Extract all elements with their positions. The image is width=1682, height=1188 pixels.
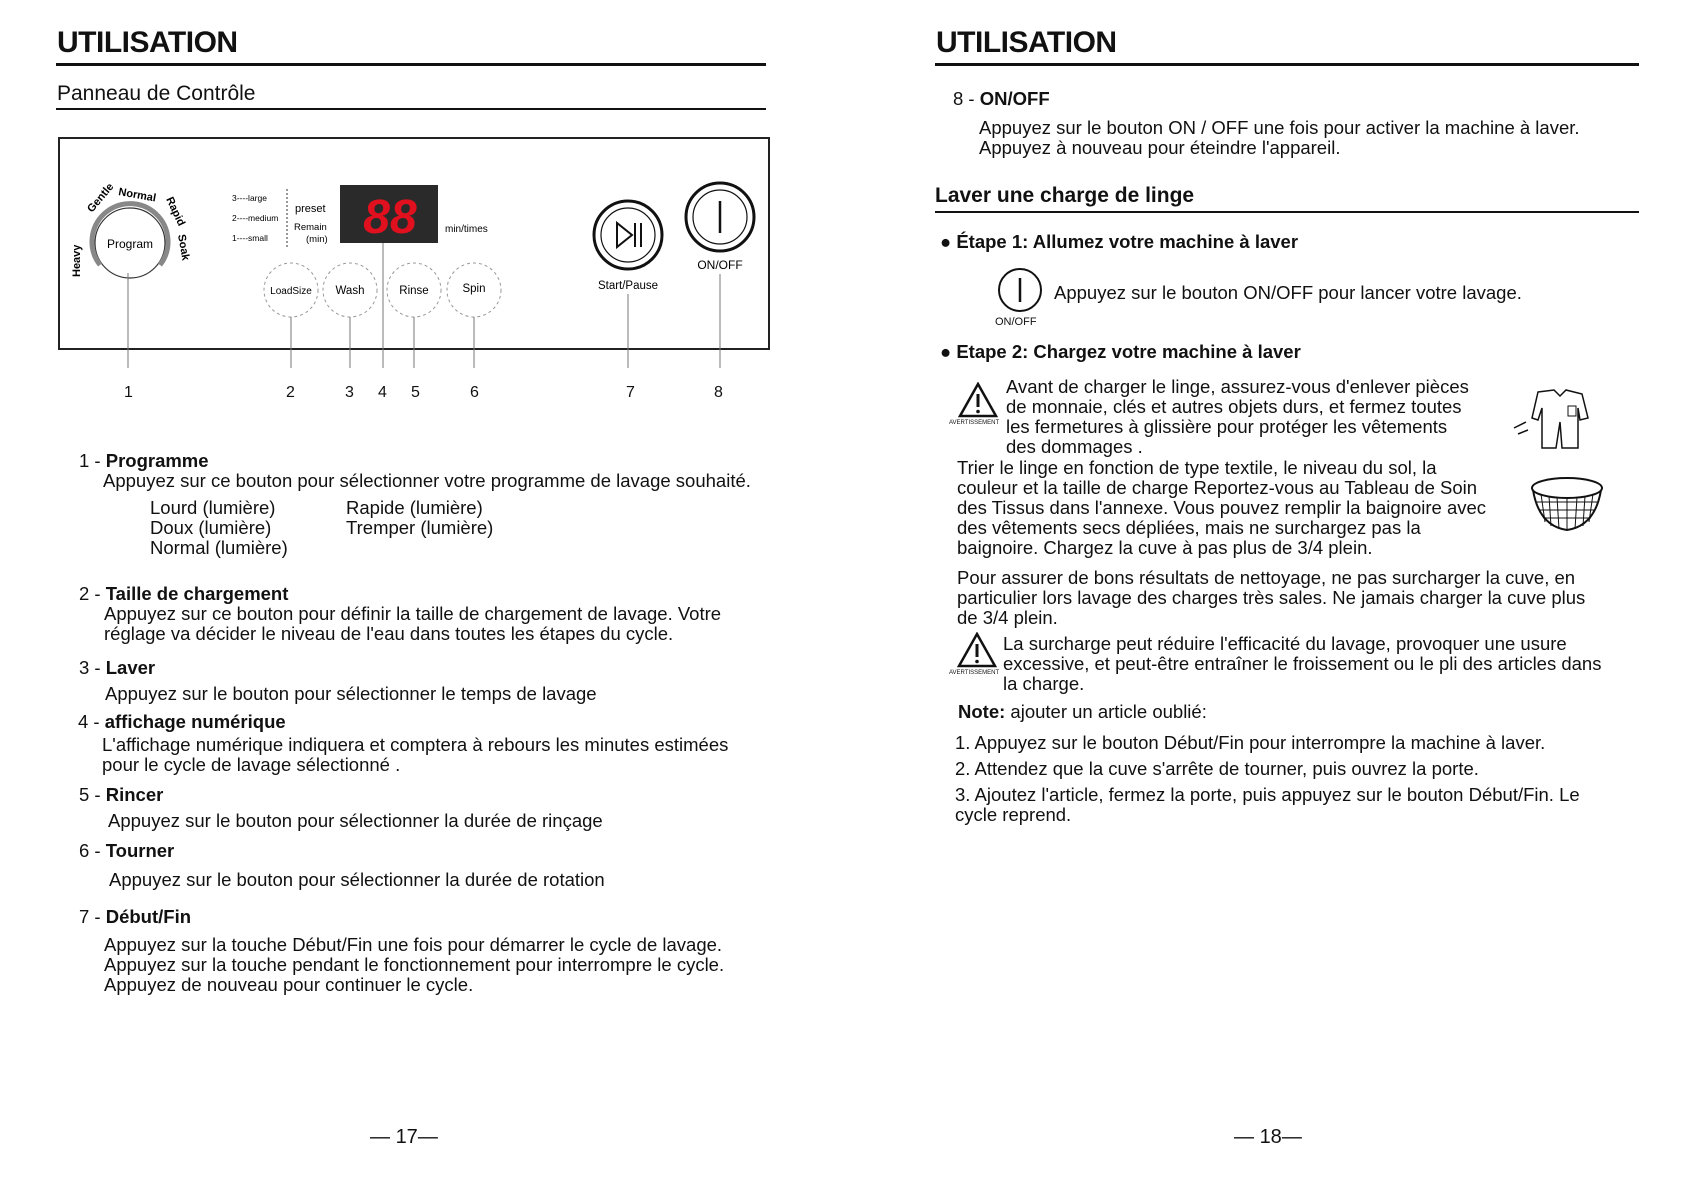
warn-1-line-4: des dommages . xyxy=(1006,436,1143,457)
item-7-heading: 7 - Début/Fin xyxy=(79,906,192,927)
warn-2-line-2: excessive, et peut-être entraîner le froissement ou le pli des articles dans xyxy=(1003,653,1602,674)
step-list-2: 2. Attendez que la cuve s'arrête de tourner, puis ouvrez la porte. xyxy=(955,758,1479,779)
item-2-text-2: réglage va décider le niveau de l'eau dans toutes les étapes du cycle. xyxy=(104,623,674,644)
dial-gentle: Gentle xyxy=(85,180,117,215)
item-6-text: Appuyez sur le bouton pour sélectionner la durée de rotation xyxy=(109,869,605,890)
spin-label: Spin xyxy=(462,283,486,295)
warning-label-1: AVERTISSEMENT xyxy=(949,420,1000,426)
item-7-text-2: Appuyez sur la touche pendant le fonctionnement pour interrompre le cycle. xyxy=(104,954,725,975)
callout-2: 2 xyxy=(286,384,295,401)
warn-2-line-1: La surcharge peut réduire l'efficacité du lavage, provoquer une usure xyxy=(1003,633,1567,654)
warn-1-line-3: les fermetures à glissière pour protéger les vêtements xyxy=(1006,416,1448,437)
section-heading: Laver une charge de linge xyxy=(935,184,1195,207)
step-2-heading: ● Etape 2: Chargez votre machine à laver xyxy=(940,341,1301,362)
callout-7: 7 xyxy=(626,384,635,401)
wash-label: Wash xyxy=(335,285,365,297)
item-6-heading: 6 - Tourner xyxy=(79,840,175,861)
sort-line-4: des vêtements secs dépliées, mais ne surchargez pas la xyxy=(957,517,1421,538)
min-label: (min) xyxy=(306,234,328,245)
item-4-text-1: L'affichage numérique indiquera et comptera à rebours les minutes estimées xyxy=(102,734,729,755)
assure-line-1: Pour assurer de bons résultats de nettoyage, ne pas surcharger la cuve, en xyxy=(957,567,1576,588)
onoff-label: ON/OFF xyxy=(697,258,743,272)
assure-line-2: particulier lors lavage des charges très sales. Ne jamais charger la cuve plus xyxy=(957,587,1586,608)
item-5-heading: 5 - Rincer xyxy=(79,784,164,805)
item-7-text-3: Appuyez de nouveau pour continuer le cycle. xyxy=(104,974,474,995)
warn-1-line-1: Avant de charger le linge, assurez-vous d'enlever pièces xyxy=(1006,376,1469,397)
item-8-text-1: Appuyez sur le bouton ON / OFF une fois pour activer la machine à laver. xyxy=(979,117,1580,138)
callout-6: 6 xyxy=(470,384,479,401)
title-rule xyxy=(56,63,766,66)
section-subtitle: Panneau de Contrôle xyxy=(57,82,256,105)
step-list-1: 1. Appuyez sur le bouton Début/Fin pour interrompre la machine à laver. xyxy=(955,732,1546,753)
program-normal: Normal (lumière) xyxy=(150,537,288,558)
load-medium: 2----medium xyxy=(232,213,279,223)
program-dial xyxy=(71,181,192,278)
sort-line-2: couleur et la taille de charge Reportez-vous au Tableau de Soin xyxy=(957,477,1478,498)
dial-normal: Normal xyxy=(117,186,157,205)
load-large: 3----large xyxy=(232,193,267,203)
section-rule xyxy=(935,211,1639,213)
page-number-left: — 17— xyxy=(370,1126,438,1148)
item-5-text: Appuyez sur le bouton pour sélectionner la durée de rinçage xyxy=(108,810,603,831)
item-1-text: Appuyez sur ce bouton pour sélectionner votre programme de lavage souhaité. xyxy=(103,470,751,491)
item-4-text-2: pour le cycle de lavage sélectionné . xyxy=(102,754,401,775)
sort-line-3: des Tissus dans l'annexe. Vous pouvez remplir la baignoire avec xyxy=(957,497,1487,518)
laundry-basket-icon xyxy=(1529,474,1605,536)
onoff-icon xyxy=(996,266,1044,314)
start-pause-label: Start/Pause xyxy=(597,280,659,292)
callout-1: 1 xyxy=(124,384,133,401)
item-2-text-1: Appuyez sur ce bouton pour définir la taille de chargement de lavage. Votre xyxy=(104,603,722,624)
item-8-heading: 8 - ON/OFF xyxy=(953,88,1050,109)
warning-icon xyxy=(958,382,998,418)
dial-soak: Soak xyxy=(175,233,192,262)
onoff-button[interactable] xyxy=(686,183,754,251)
start-pause-button[interactable] xyxy=(594,201,662,269)
warning-label-2: AVERTISSEMENT xyxy=(949,670,1000,676)
program-rapide: Rapide (lumière) xyxy=(346,497,483,518)
program-tremper: Tremper (lumière) xyxy=(346,517,494,538)
page-number-right: — 18— xyxy=(1234,1126,1302,1148)
item-4-heading: 4 - affichage numérique xyxy=(78,711,286,732)
onoff-icon-label: ON/OFF xyxy=(995,316,1037,328)
item-7-text-1: Appuyez sur la touche Début/Fin une fois pour démarrer le cycle de lavage. xyxy=(104,934,723,955)
note: Note: ajouter un article oublié: xyxy=(958,701,1207,722)
dial-heavy: Heavy xyxy=(71,244,83,277)
step-list-3b: cycle reprend. xyxy=(955,804,1072,825)
step-list-3: 3. Ajoutez l'article, fermez la porte, puis appuyez sur le bouton Début/Fin. Le xyxy=(955,784,1580,805)
item-1-heading: 1 - Programme xyxy=(79,450,209,471)
control-panel-diagram xyxy=(58,137,770,350)
step-1-text: Appuyez sur le bouton ON/OFF pour lancer votre lavage. xyxy=(1054,282,1522,303)
remain-label: Remain xyxy=(294,222,327,233)
callout-8: 8 xyxy=(714,384,723,401)
callout-3: 3 xyxy=(345,384,354,401)
title-rule-right xyxy=(935,63,1639,66)
assure-line-3: de 3/4 plein. xyxy=(957,607,1058,628)
item-3-text: Appuyez sur le bouton pour sélectionner le temps de lavage xyxy=(105,683,597,704)
min-times-label: min/times xyxy=(445,224,488,235)
program-doux: Doux (lumière) xyxy=(150,517,272,538)
warning-icon-2 xyxy=(957,632,997,668)
right-page xyxy=(841,0,1682,1188)
loadsize-label: LoadSize xyxy=(270,286,312,297)
sort-line-1: Trier le linge en fonction de type textile, le niveau du sol, la xyxy=(957,457,1437,478)
item-3-heading: 3 - Laver xyxy=(79,657,156,678)
sort-line-5: baignoire. Chargez la cuve à pas plus de 3/4 plein. xyxy=(957,537,1373,558)
program-label: Program xyxy=(106,237,154,251)
subtitle-rule xyxy=(56,108,766,110)
warn-2-line-3: la charge. xyxy=(1003,673,1085,694)
dial-rapid: Rapid xyxy=(163,195,188,228)
clothing-icon xyxy=(1508,386,1598,452)
item-2-heading: 2 - Taille de chargement xyxy=(79,583,289,604)
page-title-right: UTILISATION xyxy=(936,26,1117,59)
page-title-left: UTILISATION xyxy=(57,26,238,59)
item-8-text-2: Appuyez à nouveau pour éteindre l'appareil. xyxy=(979,137,1341,158)
callout-4: 4 xyxy=(378,384,387,401)
callout-5: 5 xyxy=(411,384,420,401)
program-lourd: Lourd (lumière) xyxy=(150,497,276,518)
warn-1-line-2: de monnaie, clés et autres objets durs, et fermez toutes xyxy=(1006,396,1462,417)
preset-label: preset xyxy=(295,203,326,215)
display-digits: 88 xyxy=(363,191,417,244)
step-1-heading: ● Étape 1: Allumez votre machine à laver xyxy=(940,231,1299,252)
load-small: 1----small xyxy=(232,233,268,243)
rinse-label: Rinse xyxy=(399,285,429,297)
